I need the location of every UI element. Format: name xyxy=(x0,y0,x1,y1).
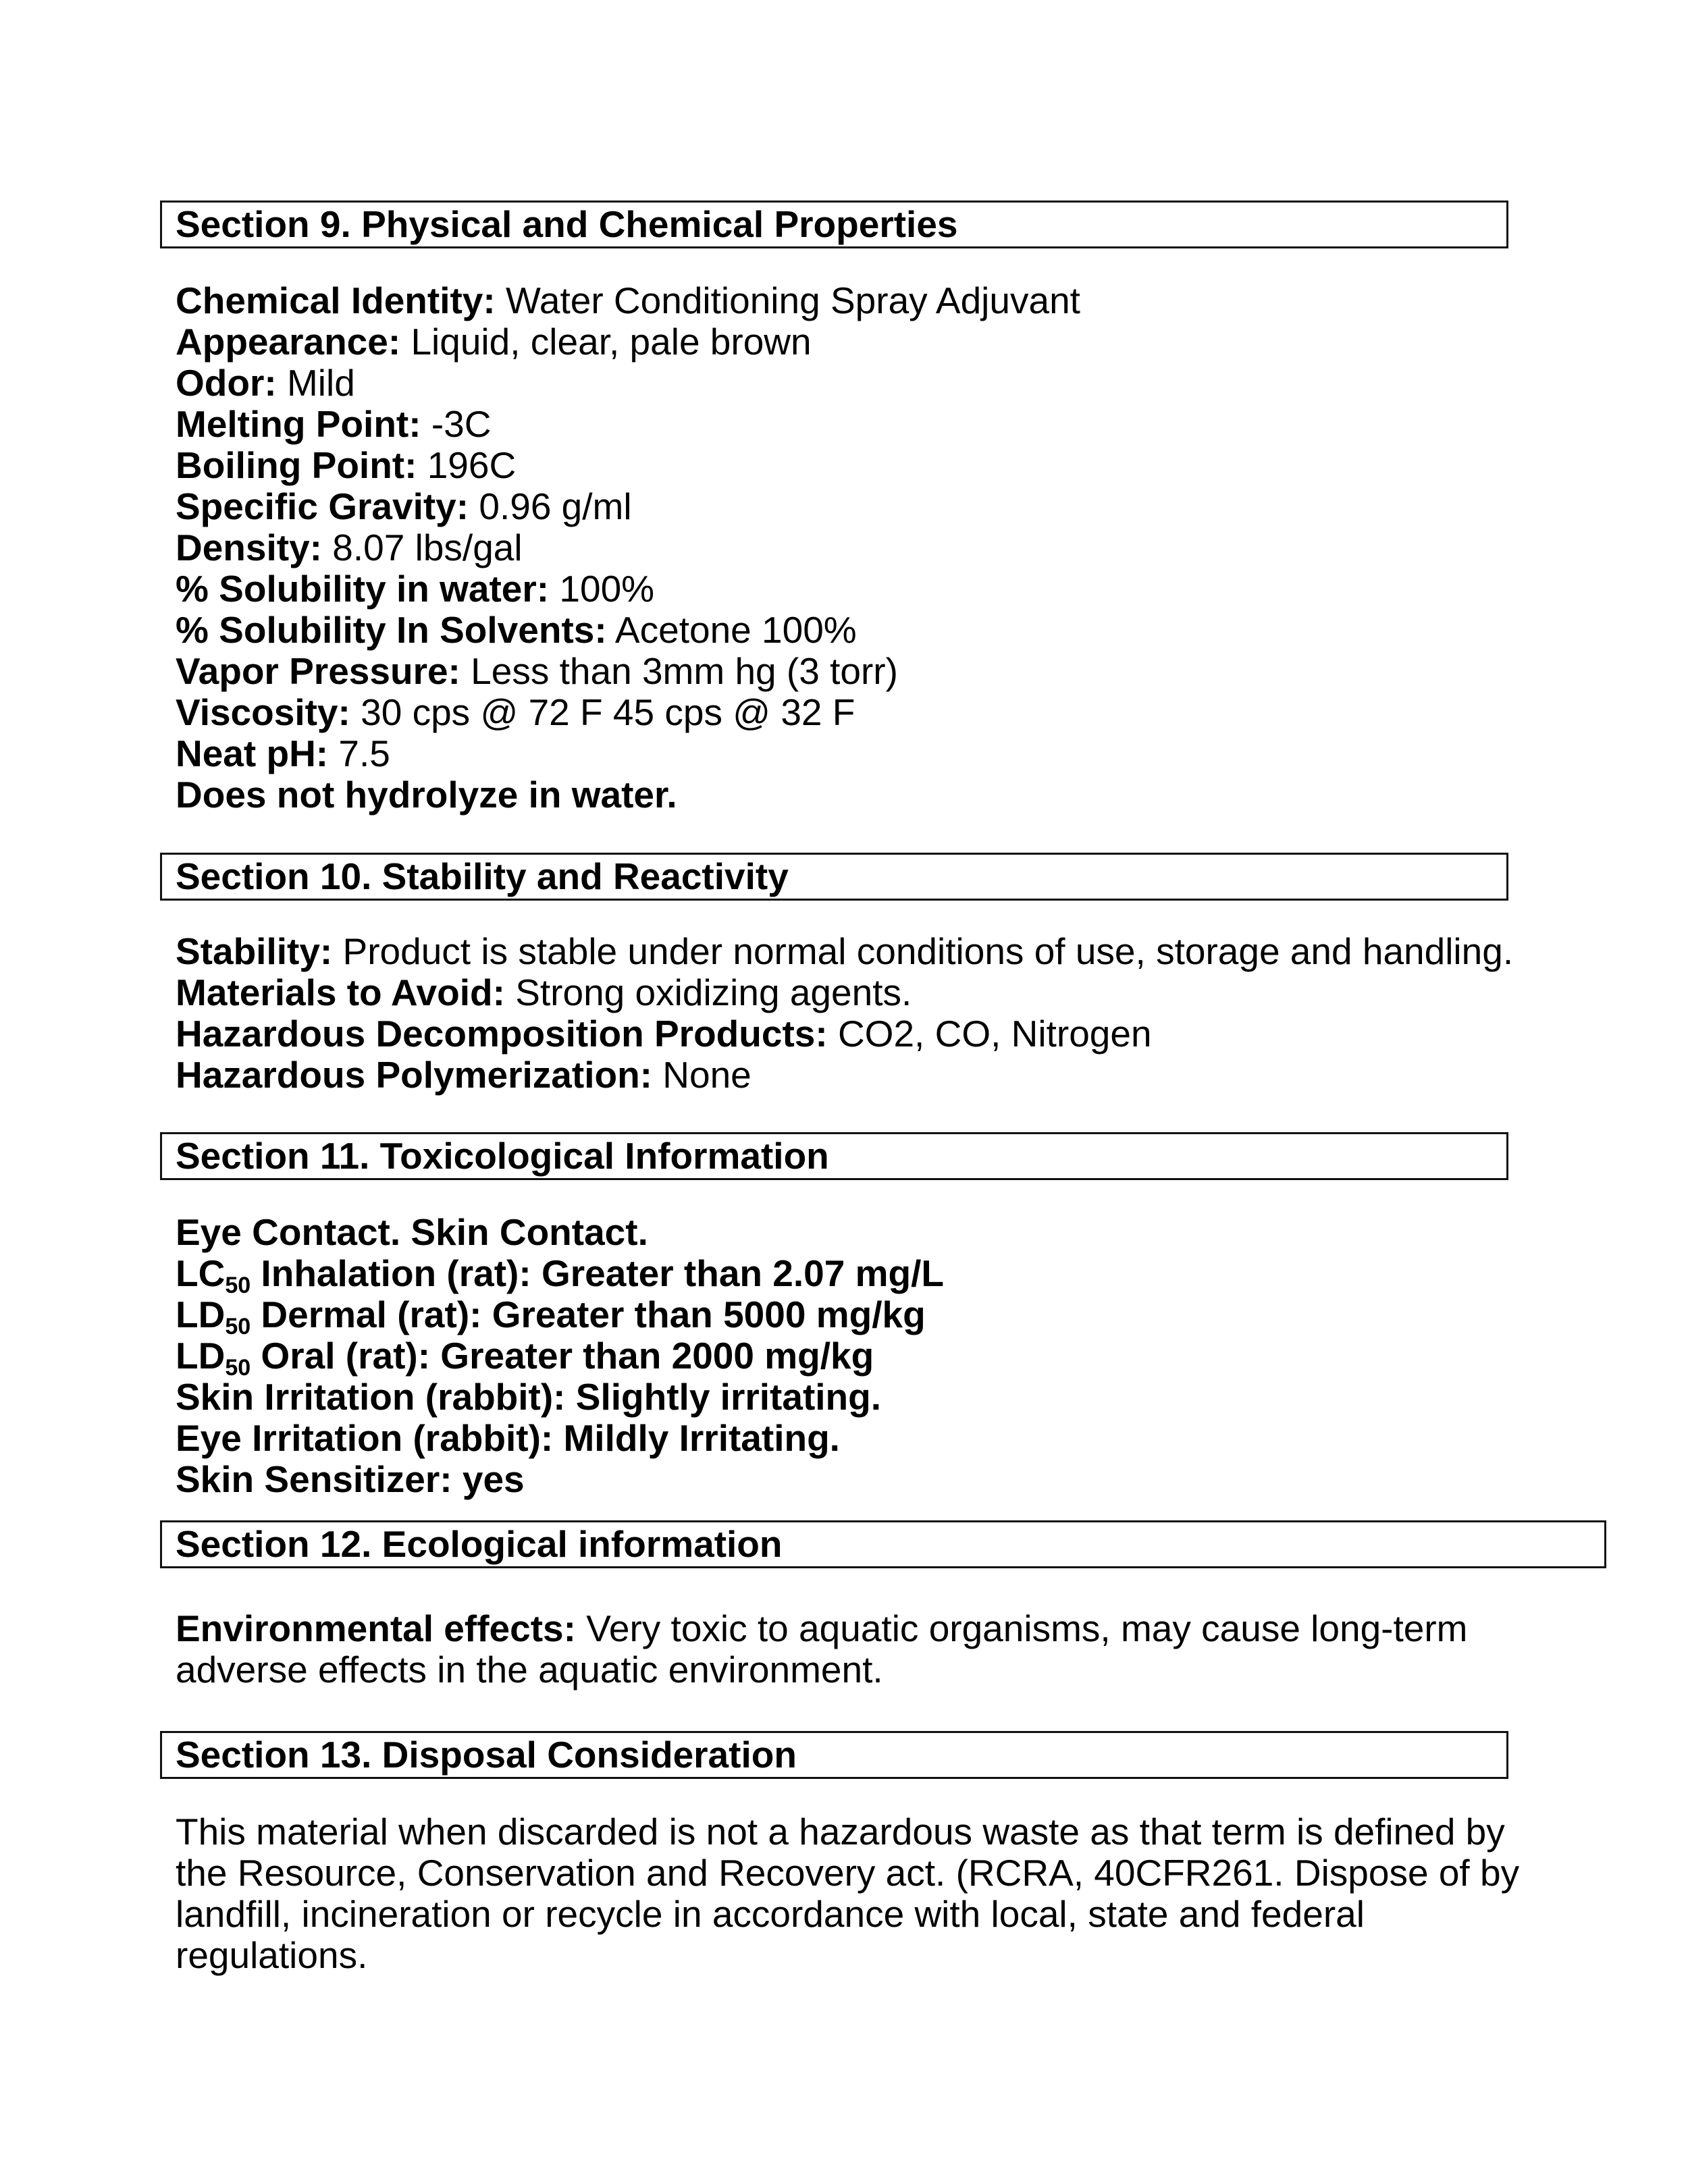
property-odor xyxy=(176,363,1080,404)
property-label: Viscosity: xyxy=(176,691,350,733)
property-value: Less than 3mm hg (3 torr) xyxy=(460,650,898,692)
property-label: Density: xyxy=(176,527,322,568)
stability-value: Product is stable under normal conditions of use, storage and handling. xyxy=(332,930,1514,972)
property-label: Appearance: xyxy=(176,321,401,363)
property-value: 100% xyxy=(549,568,655,610)
property-label: Neat pH: xyxy=(176,733,329,774)
section-11-header xyxy=(160,1132,1508,1180)
tox-ld50-dermal xyxy=(176,1294,944,1339)
decomposition-label: Hazardous Decomposition Products: xyxy=(176,1013,828,1055)
section-9-header xyxy=(160,201,1508,248)
property-label: % Solubility In Solvents: xyxy=(176,609,607,651)
section-9-title: Section 9. Physical and Chemical Properties xyxy=(176,203,958,245)
tox-subscript: 50 xyxy=(225,1355,251,1381)
section-9-properties xyxy=(176,280,1080,816)
property-vapor-pressure xyxy=(176,651,1080,692)
property-value: 0.96 g/ml xyxy=(469,485,632,527)
materials-to-avoid-item xyxy=(176,972,1513,1013)
property-viscosity xyxy=(176,692,1080,733)
property-value: Liquid, clear, pale brown xyxy=(400,321,812,363)
eye-irritation: Eye Irritation (rabbit): Mildly Irritating. xyxy=(176,1417,840,1459)
materials-value: Strong oxidizing agents. xyxy=(504,971,912,1013)
skin-irritation: Skin Irritation (rabbit): Slightly irritating. xyxy=(176,1376,882,1418)
tox-subscript: 50 xyxy=(225,1314,251,1339)
environmental-label: Environmental effects: xyxy=(176,1607,576,1649)
skin-sensitizer: Skin Sensitizer: yes xyxy=(176,1458,525,1500)
property-solubility-water xyxy=(176,568,1080,610)
tox-prefix: LD xyxy=(176,1294,226,1335)
property-value: 7.5 xyxy=(328,733,390,774)
property-melting-point xyxy=(176,404,1080,445)
property-boiling-point xyxy=(176,445,1080,486)
materials-label: Materials to Avoid: xyxy=(176,971,505,1013)
property-value: 8.07 lbs/gal xyxy=(322,527,523,568)
tox-text: Dermal (rat): Greater than 5000 mg/kg xyxy=(250,1294,926,1335)
decomposition-value: CO2, CO, Nitrogen xyxy=(827,1013,1152,1055)
property-specific-gravity xyxy=(176,486,1080,527)
section-11-toxicology xyxy=(176,1212,944,1500)
property-chemical-identity xyxy=(176,280,1080,321)
property-neat-ph xyxy=(176,733,1080,774)
environmental-effects xyxy=(176,1608,1468,1649)
section-12-ecology xyxy=(176,1608,1468,1690)
disposal-line: the Resource, Conservation and Recovery act. (RCRA, 40CFR261. Dispose of by xyxy=(176,1852,1520,1894)
property-solubility-solvents xyxy=(176,610,1080,651)
tox-prefix: LC xyxy=(176,1252,226,1294)
property-value: 30 cps @ 72 F 45 cps @ 32 F xyxy=(350,691,855,733)
property-appearance xyxy=(176,321,1080,363)
disposal-line: landfill, incineration or recycle in accordance with local, state and federal xyxy=(176,1893,1365,1935)
environmental-effects-cont: adverse effects in the aquatic environment. xyxy=(176,1649,883,1690)
property-value: Acetone 100% xyxy=(606,609,857,651)
tox-ld50-oral xyxy=(176,1335,944,1381)
property-label: Melting Point: xyxy=(176,403,421,445)
section-13-title: Section 13. Disposal Consideration xyxy=(176,1734,797,1776)
section-12-header xyxy=(160,1520,1606,1568)
section-13-disposal xyxy=(176,1811,1519,1976)
section-10-header xyxy=(160,853,1508,901)
section-12-title: Section 12. Ecological information xyxy=(176,1523,783,1565)
decomposition-products-item xyxy=(176,1013,1513,1055)
tox-text: Inhalation (rat): Greater than 2.07 mg/L xyxy=(250,1252,945,1294)
stability-item xyxy=(176,931,1513,972)
property-label: Chemical Identity: xyxy=(176,279,496,321)
stability-label: Stability: xyxy=(176,930,333,972)
tox-prefix: LD xyxy=(176,1335,226,1377)
property-label: Specific Gravity: xyxy=(176,485,469,527)
property-density xyxy=(176,527,1080,568)
exposure-routes: Eye Contact. Skin Contact. xyxy=(176,1211,648,1253)
environmental-value: Very toxic to aquatic organisms, may cause long-term xyxy=(575,1607,1468,1649)
property-label: Boiling Point: xyxy=(176,444,417,486)
polymerization-label: Hazardous Polymerization: xyxy=(176,1054,652,1096)
section-10-title: Section 10. Stability and Reactivity xyxy=(176,855,789,897)
tox-text: Oral (rat): Greater than 2000 mg/kg xyxy=(250,1335,874,1377)
property-label: Vapor Pressure: xyxy=(176,650,460,692)
polymerization-value: None xyxy=(652,1054,751,1096)
property-value: Mild xyxy=(276,362,355,404)
tox-lc50-inhalation xyxy=(176,1252,945,1298)
section-10-stability xyxy=(176,931,1513,1096)
property-value: -3C xyxy=(421,403,492,445)
property-label: % Solubility in water: xyxy=(176,568,550,610)
section-11-title: Section 11. Toxicological Information xyxy=(176,1135,829,1177)
hydrolysis-note: Does not hydrolyze in water. xyxy=(176,774,677,816)
property-value: 196C xyxy=(417,444,517,486)
property-value: Water Conditioning Spray Adjuvant xyxy=(495,279,1080,321)
disposal-line: regulations. xyxy=(176,1934,368,1976)
section-13-header xyxy=(160,1731,1508,1779)
disposal-line: This material when discarded is not a hazardous waste as that term is defined by xyxy=(176,1811,1505,1853)
property-label: Odor: xyxy=(176,362,277,404)
tox-subscript: 50 xyxy=(225,1273,251,1298)
polymerization-item xyxy=(176,1055,1513,1096)
